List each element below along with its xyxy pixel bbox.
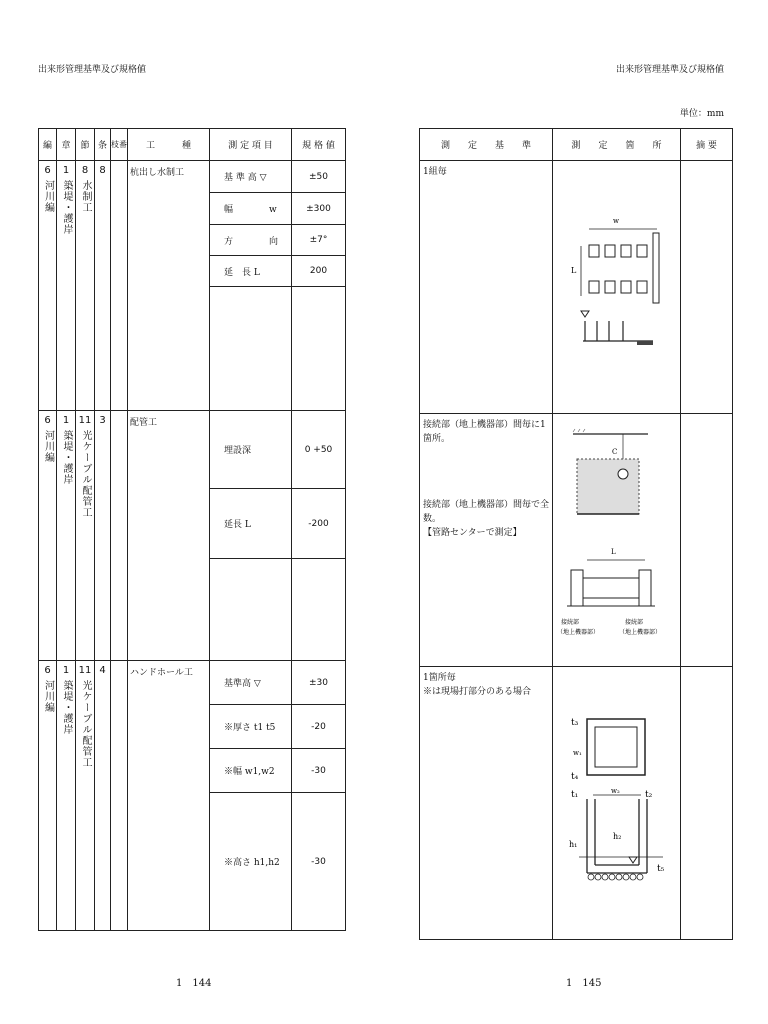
spec-value: ±50 <box>292 161 346 193</box>
measure-item: 基 準 高 ▽ <box>210 161 292 193</box>
table-row: 6 河川編 <box>39 161 57 411</box>
right-page-title: 出来形管理基準及び規格値 <box>615 65 724 75</box>
measure-item: ※幅 w1,w2 <box>210 749 292 793</box>
col-sokutei: 測 定 項 目 <box>210 129 292 161</box>
svg-text:（地上機器部）: （地上機器部） <box>619 629 662 636</box>
measure-diagram-cell <box>553 667 681 940</box>
svg-text:t₂: t₂ <box>645 790 653 800</box>
table-row: 6 河川編 <box>39 661 57 931</box>
left-page-title: 出来形管理基準及び規格値 <box>38 65 147 75</box>
spec-value: -200 <box>292 489 346 559</box>
svg-text:接続部: 接続部 <box>625 619 644 626</box>
measure-standard: 1箇所毎 ※は現場打部分のある場合 <box>420 667 553 940</box>
work-type: 配管工 <box>128 411 210 661</box>
measure-item: ※高さ h1,h2 <box>210 793 292 931</box>
measure-item: ※厚さ t1 t5 <box>210 705 292 749</box>
col-kijun: 測 定 基 準 <box>420 129 553 161</box>
handhole-diagram <box>553 667 681 935</box>
svg-text:h₂: h₂ <box>613 832 622 841</box>
col-kasho: 測 定 箇 所 <box>553 129 681 161</box>
measure-item: 幅 w <box>210 193 292 225</box>
svg-text:w₂: w₂ <box>611 787 620 795</box>
spec-value: 200 <box>292 256 346 287</box>
left-spec-table: 編 章 節 条 枝番 工 種 測 定 項 目 規 格 値 6 河川編 1 築堤・護岸 8 水制工 8 杭出し水制工 基 準 高 ▽ ±50 幅 w ±300 方 向 ±7° 延 長 L 200 6 河川編 1 築堤・護岸 11 光ケーブル配管工 3 配管工 埋設深 0 +50 延長 L -200 6 河川編 1 築堤・護岸 11 光ケーブル配管工 4 ハンドホール工 基準高 ▽ ±30 ※厚さ t1 t5 -20 ※幅 w1,w2 -30 ※高さ h1,h2 -30 <box>38 128 346 931</box>
svg-text:t₄: t₄ <box>571 772 579 782</box>
svg-text:接続部: 接続部 <box>561 619 580 626</box>
spec-value: -30 <box>292 749 346 793</box>
measure-item: 埋設深 <box>210 411 292 489</box>
svg-text:（地上機器部）: （地上機器部） <box>557 629 600 636</box>
spec-value: 0 +50 <box>292 411 346 489</box>
groyne-diagram <box>553 161 681 409</box>
measure-item: 延長 L <box>210 489 292 559</box>
svg-text:t₅: t₅ <box>657 864 665 874</box>
col-hen: 編 <box>39 129 57 161</box>
svg-text:t₃: t₃ <box>571 718 579 728</box>
svg-text:L: L <box>571 266 577 275</box>
col-setsu: 節 <box>76 129 95 161</box>
measure-item: 基準高 ▽ <box>210 661 292 705</box>
col-jo: 条 <box>95 129 111 161</box>
work-type: ハンドホール工 <box>128 661 210 931</box>
left-page-number: 1 144 <box>176 978 212 989</box>
svg-text:L: L <box>611 548 616 556</box>
spec-value: -20 <box>292 705 346 749</box>
col-kikaku: 規 格 値 <box>292 129 346 161</box>
col-sho: 章 <box>57 129 76 161</box>
measure-item: 延 長 L <box>210 256 292 287</box>
col-edaban: 枝番 <box>111 129 128 161</box>
spec-value: ±300 <box>292 193 346 225</box>
spec-value: -30 <box>292 793 346 931</box>
col-koshu: 工 種 <box>128 129 210 161</box>
measure-item: 方 向 <box>210 225 292 256</box>
spec-value: ±7° <box>292 225 346 256</box>
svg-text:h₁: h₁ <box>569 840 578 849</box>
right-spec-table <box>419 128 733 940</box>
pipe-diagram <box>553 414 681 662</box>
measure-standard: 接続部（地上機器部）間毎に1箇所。 接続部（地上機器部）間毎で全数。 【管路センターで測定】 <box>420 414 553 667</box>
right-page-number: 1 145 <box>566 978 602 989</box>
svg-text:w₁: w₁ <box>573 749 582 757</box>
spec-value: ±30 <box>292 661 346 705</box>
measure-standard: 1組毎 <box>420 161 553 414</box>
svg-text:C: C <box>612 448 618 456</box>
table-row: 6 河川編 <box>39 411 57 661</box>
work-type: 杭出し水制工 <box>128 161 210 411</box>
measure-diagram-cell <box>553 161 681 414</box>
unit-label: 単位：mm <box>679 109 724 119</box>
col-tekiyo: 摘 要 <box>681 129 733 161</box>
svg-text:w: w <box>613 217 619 225</box>
measure-diagram-cell <box>553 414 681 667</box>
svg-text:t₁: t₁ <box>571 790 579 800</box>
